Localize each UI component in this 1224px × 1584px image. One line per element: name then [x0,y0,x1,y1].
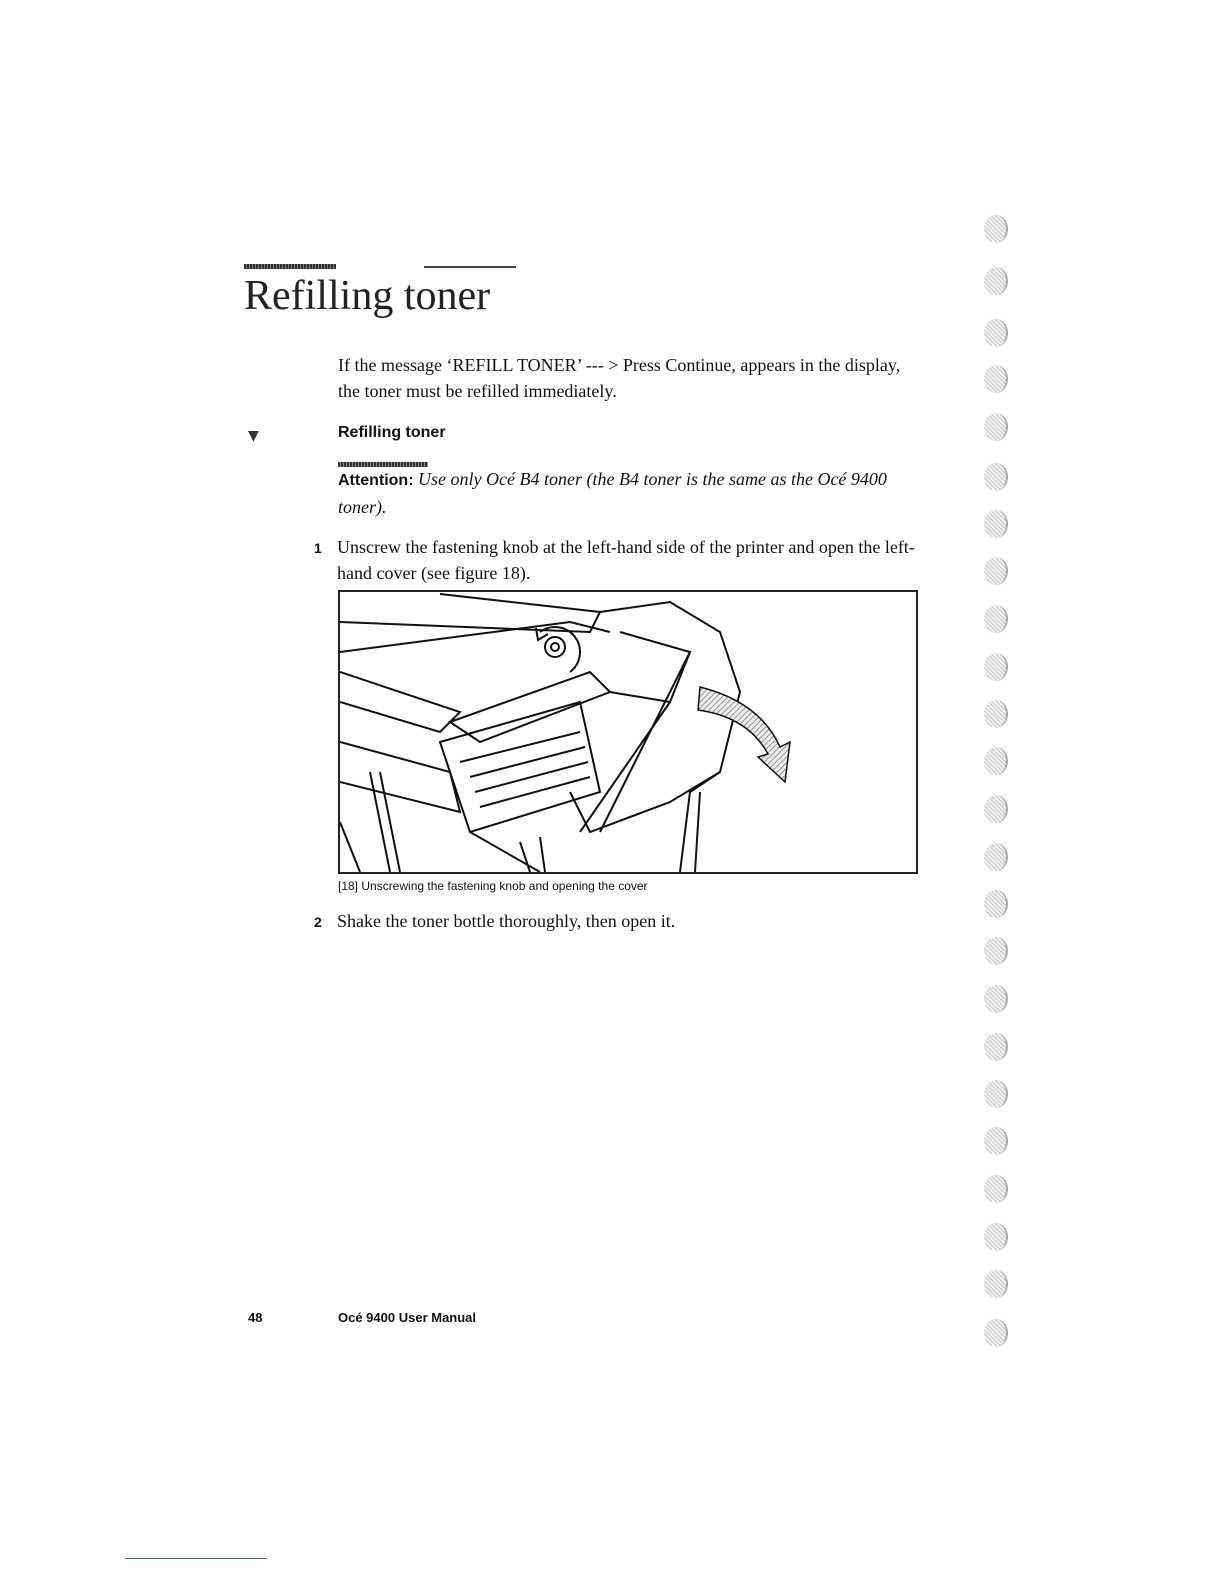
binding-hole-icon [984,747,1008,775]
binding-hole-icon [984,365,1008,393]
binding-holes [980,215,1020,1365]
attention-note [338,466,938,520]
binding-hole-icon [984,319,1008,347]
binding-hole-icon [984,1270,1008,1298]
printer-illustration [340,592,916,872]
attention-text: Use only Océ B4 toner (the B4 toner is the same as the Océ 9400 toner). [338,469,887,517]
footer-page-number: 48 [248,1310,263,1325]
bottom-link-line [125,1558,267,1559]
binding-hole-icon [984,1223,1008,1251]
intro-line-1: If the message ‘REFILL TONER’ --- > Press Continue, appears in the display, [338,355,901,375]
binding-hole-icon [984,985,1008,1013]
binding-hole-icon [984,653,1008,681]
binding-hole-icon [984,215,1008,243]
intro-paragraph [338,352,938,404]
binding-hole-icon [984,510,1008,538]
step-text: Shake the toner bottle thoroughly, then open it. [337,911,676,931]
procedure-marker-icon: ▼ [248,428,259,444]
binding-hole-icon [984,1127,1008,1155]
procedure-heading: Refilling toner [338,424,446,441]
binding-hole-icon [984,1080,1008,1108]
title-rule-right [424,266,516,268]
binding-hole-icon [984,463,1008,491]
binding-hole-icon [984,267,1008,295]
binding-hole-icon [984,1033,1008,1061]
binding-hole-icon [984,413,1008,441]
step-number: 2 [314,914,322,930]
binding-hole-icon [984,1175,1008,1203]
binding-hole-icon [984,1319,1008,1347]
binding-hole-icon [984,605,1008,633]
footer-title: Océ 9400 User Manual [338,1310,477,1325]
title-rule-left [244,264,336,269]
open-direction-arrow-icon [698,687,790,782]
attention-label: Attention: [338,472,414,489]
binding-hole-icon [984,795,1008,823]
step-text: Unscrew the fastening knob at the left-hand side of the printer and open the left-hand cover (see figure 18). [337,537,915,583]
binding-hole-icon [984,937,1008,965]
binding-hole-icon [984,557,1008,585]
intro-line-2: the toner must be refilled immediately. [338,381,617,401]
figure-caption: [18] Unscrewing the fastening knob and opening the cover [338,879,648,893]
figure-printer-cover [338,590,918,874]
binding-hole-icon [984,890,1008,918]
binding-hole-icon [984,843,1008,871]
page-title: Refilling toner [244,273,491,319]
step-number: 1 [314,540,322,556]
binding-hole-icon [984,700,1008,728]
